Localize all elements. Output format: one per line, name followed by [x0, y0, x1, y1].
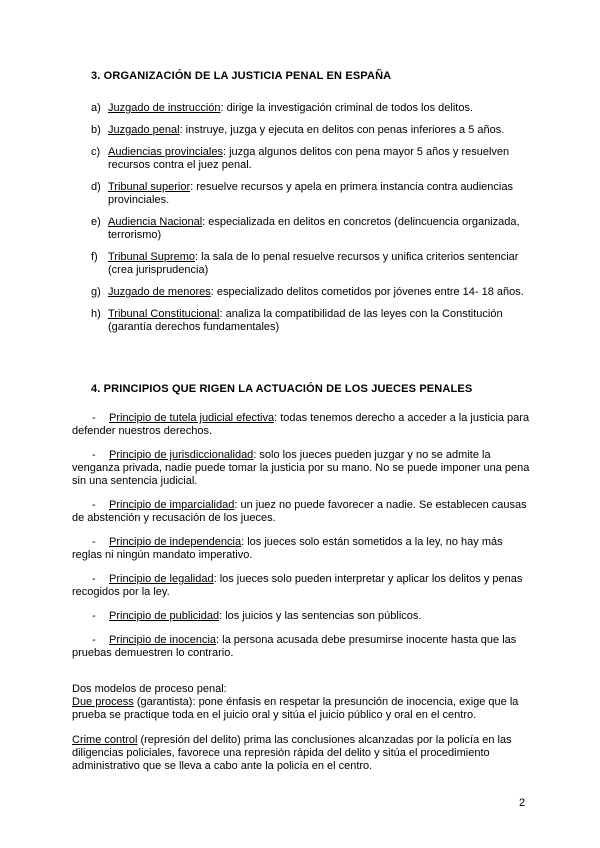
item-dash: - [92, 536, 96, 548]
list-item [91, 286, 531, 299]
item-text: : especializado delitos cometidos por jóvenes entre 14- 18 años. [210, 286, 524, 298]
list-item [91, 181, 531, 207]
page-number: 2 [519, 797, 526, 809]
item-letter: f) [91, 251, 98, 263]
item-text: : analiza la compatibilidad de las leyes con la Constitución (garantía derechos fundamentales) [108, 308, 503, 333]
list-item [72, 412, 532, 438]
section-4-heading: 4. PRINCIPIOS QUE RIGEN LA ACTUACIÓN DE LOS JUECES PENALES [91, 383, 473, 395]
item-term: Principio de tutela judicial efectiva [109, 412, 275, 424]
list-item [91, 308, 531, 334]
crime-control-text: (represión del delito) prima las conclusiones alcanzadas por la policía en las diligencias policiales, favorece una represión rápida del delito y sitúa el procedimiento administrativo que se lleva a cabo ante la policía en el centro. [72, 734, 512, 772]
crime-control-term: Crime control [72, 734, 138, 746]
item-letter: g) [91, 286, 101, 298]
list-item [91, 102, 531, 115]
item-term: Juzgado de instrucción [108, 102, 221, 114]
list-item [72, 573, 532, 599]
due-process-term: Due process [72, 696, 134, 708]
item-term: Juzgado penal [108, 124, 180, 136]
process-models-intro [72, 683, 532, 722]
due-process-text: (garantista): pone énfasis en respetar la presunción de inocencia, exige que la prueba se practique toda en el juicio oral y sitúa el juicio público y oral en el centro. [72, 696, 519, 721]
item-dash: - [92, 449, 96, 461]
list-item [91, 146, 531, 172]
item-term: Audiencias provinciales [108, 146, 223, 158]
item-letter: e) [91, 216, 101, 228]
crime-control-paragraph [72, 734, 532, 773]
list-item [72, 499, 532, 525]
list-item [72, 634, 532, 660]
item-dash: - [92, 412, 96, 424]
list-item [72, 449, 532, 488]
item-text: : los juicios y las sentencias son públicos. [219, 610, 422, 622]
item-term: Principio de inocencia [109, 634, 217, 646]
item-text: : todas tenemos derecho a acceder a la justicia para defender nuestros derechos. [72, 412, 530, 437]
item-dash: - [92, 634, 96, 646]
item-text: : solo los jueces pueden juzgar y no se admite la venganza privada, nadie puede tomar la justicia por su mano. No se puede imponer una pena sin una sentencia judicial. [72, 449, 530, 487]
item-term: Tribunal superior [108, 181, 191, 193]
item-term: Principio de imparcialidad [109, 499, 235, 511]
models-intro-text: Dos modelos de proceso penal: [72, 683, 227, 695]
court-list [91, 102, 531, 343]
item-term: Tribunal Constitucional [108, 308, 220, 320]
item-letter: h) [91, 308, 101, 320]
item-term: Principio de publicidad [109, 610, 220, 622]
item-dash: - [92, 573, 96, 585]
item-text: : un juez no puede favorecer a nadie. Se establecen causas de abstención y recusación de los jueces. [72, 499, 527, 524]
principles-list [72, 412, 532, 671]
item-letter: b) [91, 124, 101, 136]
item-text: : resuelve recursos y apela en primera instancia contra audiencias provinciales. [108, 181, 513, 206]
item-text: : instruye, juzga y ejecuta en delitos con penas inferiores a 5 años. [179, 124, 505, 136]
item-term: Juzgado de menores [108, 286, 211, 298]
item-term: Tribunal Supremo [108, 251, 196, 263]
item-text: : la sala de lo penal resuelve recursos y unifica criterios sentenciar (crea jurisprudencia) [108, 251, 519, 276]
item-term: Principio de independencia [109, 536, 242, 548]
item-term: Principio de legalidad [109, 573, 214, 585]
item-term: Principio de jurisdiccionalidad [109, 449, 254, 461]
item-dash: - [92, 499, 96, 511]
item-letter: c) [91, 146, 101, 158]
list-item [91, 124, 531, 137]
item-text: : dirige la investigación criminal de todos los delitos. [220, 102, 474, 114]
item-text: : los jueces solo pueden interpretar y aplicar los delitos y penas recogidos por la ley. [72, 573, 523, 598]
list-item [72, 610, 532, 623]
list-item [91, 216, 531, 242]
item-letter: d) [91, 181, 101, 193]
list-item [91, 251, 531, 277]
item-text: : juzga algunos delitos con pena mayor 5 años y resuelven recursos contra el juez penal. [108, 146, 510, 171]
item-dash: - [92, 610, 96, 622]
item-text: : la persona acusada debe presumirse inocente hasta que las pruebas demuestren lo contrario. [72, 634, 517, 659]
item-text: : los jueces solo están sometidos a la ley, no hay más reglas ni ningún mandato imperativo. [72, 536, 503, 561]
item-term: Audiencia Nacional [108, 216, 203, 228]
item-letter: a) [91, 102, 101, 114]
list-item [72, 536, 532, 562]
due-process-paragraph [72, 696, 532, 722]
section-3-heading: 3. ORGANIZACIÓN DE LA JUSTICIA PENAL EN ESPAÑA [91, 70, 392, 82]
item-text: : especializada en delitos en concretos (delincuencia organizada, terrorismo) [108, 216, 520, 241]
